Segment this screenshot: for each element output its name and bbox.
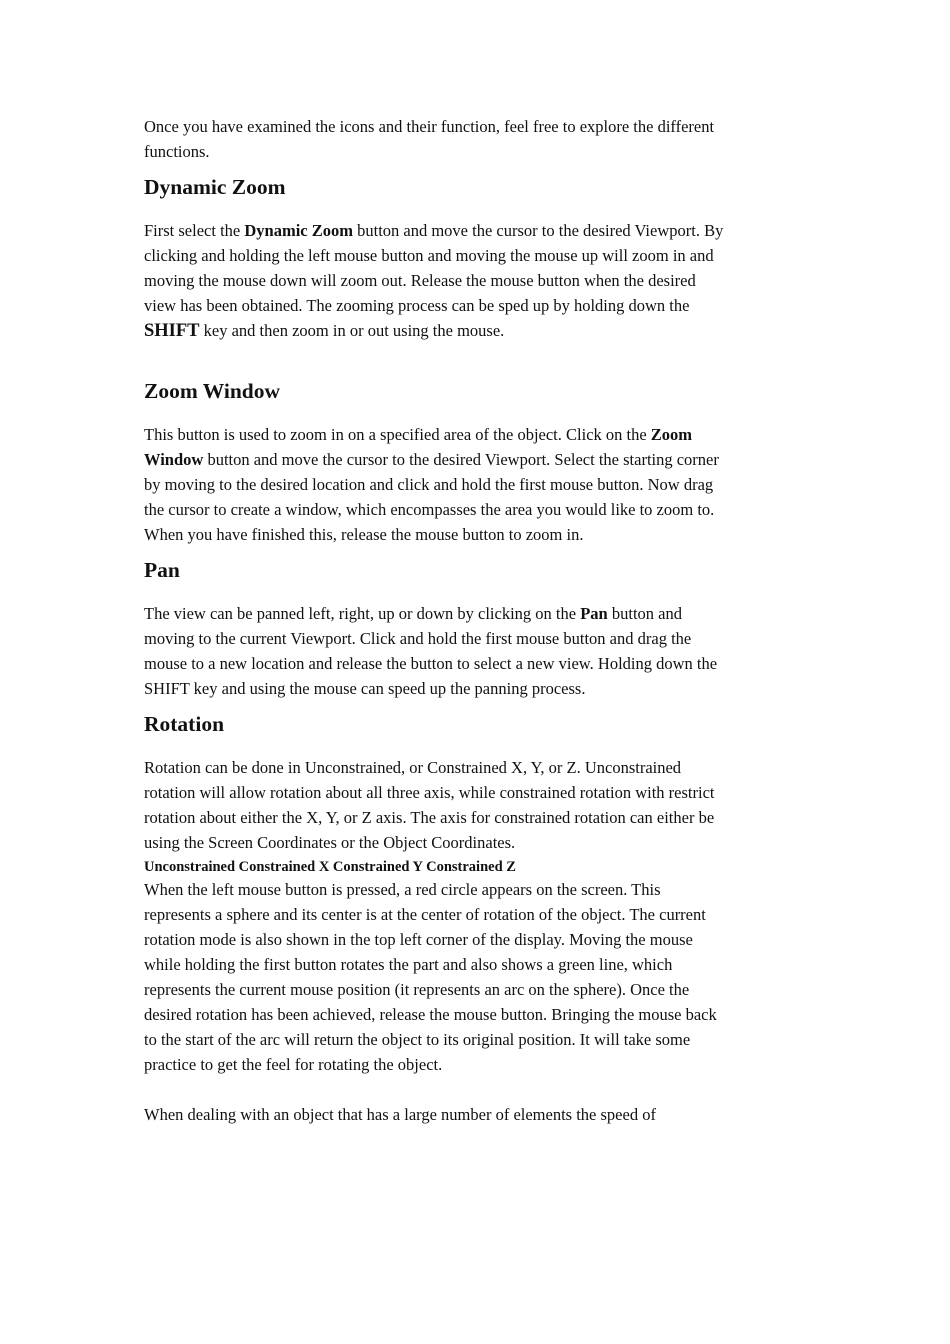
pan-text-1: The view can be panned left, right, up or down by clicking on the: [144, 604, 581, 623]
dynamic-zoom-text-2: button and move the cursor to the desired Viewport. By clicking and holding the left mouse button and moving the mouse up will zoom in and moving the mouse down will zoom out. Release the mouse button when the desired view has been obtained. The zooming process can be sped up by holding down the: [144, 221, 724, 315]
pan-paragraph: [144, 601, 724, 701]
document-page: [144, 114, 724, 1127]
pan-text-2: button and moving to the current Viewport. Click and hold the first mouse button and drag the mouse to a new location and release the button to select a new view. Holding down the SHIFT key and using the mouse can speed up the panning process.: [144, 604, 718, 698]
zoom-window-heading: Zoom Window: [144, 379, 281, 403]
intro-paragraph: Once you have examined the icons and their function, feel free to explore the different functions.: [144, 117, 715, 161]
pan-heading: Pan: [144, 558, 180, 582]
zoom-window-text-1: This button is used to zoom in on a specified area of the object. Click on the: [144, 425, 651, 444]
zoom-window-bold: Zoom Window: [144, 425, 693, 469]
dynamic-zoom-paragraph: [144, 218, 724, 344]
dynamic-zoom-heading: Dynamic Zoom: [144, 175, 286, 199]
rotation-heading: Rotation: [144, 712, 225, 736]
pan-bold: Pan: [580, 604, 608, 623]
rotation-paragraph-3: When dealing with an object that has a large number of elements the speed of: [144, 1105, 656, 1124]
dynamic-zoom-bold: Dynamic Zoom: [244, 221, 353, 240]
rotation-paragraph-1: Rotation can be done in Unconstrained, or Constrained X, Y, or Z. Unconstrained rotation will allow rotation about all three axis, while constrained rotation with restrict rotation about either the X, Y, or Z axis. The axis for constrained rotation can either be using the Screen Coordinates or the Object Coordinates.: [144, 758, 715, 852]
rotation-paragraph-2: When the left mouse button is pressed, a red circle appears on the screen. This represents a sphere and its center is at the center of rotation of the object. The current rotation mode is also shown in the top left corner of the display. Moving the mouse while holding the first button rotates the part and also shows a green line, which represents the current mouse position (it represents an arc on the sphere). Once the desired rotation has been achieved, release the mouse button. Bringing the mouse back to the start of the arc will return the object to its original position. It will take some practice to get the feel for rotating the object.: [144, 880, 717, 1074]
shift-key-label: SHIFT: [144, 321, 200, 341]
zoom-window-text-2: button and move the cursor to the desired Viewport. Select the starting corner by moving to the desired location and click and hold the first mouse button. Now drag the cursor to create a window, which encompasses the area you would like to zoom to. When you have finished this, release the mouse button to zoom in.: [144, 450, 719, 544]
zoom-window-paragraph: [144, 422, 724, 547]
rotation-modes-line: Unconstrained Constrained X Constrained Y Constrained Z: [144, 859, 516, 875]
dynamic-zoom-text-1: First select the: [144, 221, 245, 240]
dynamic-zoom-text-3: key and then zoom in or out using the mouse.: [199, 321, 505, 340]
